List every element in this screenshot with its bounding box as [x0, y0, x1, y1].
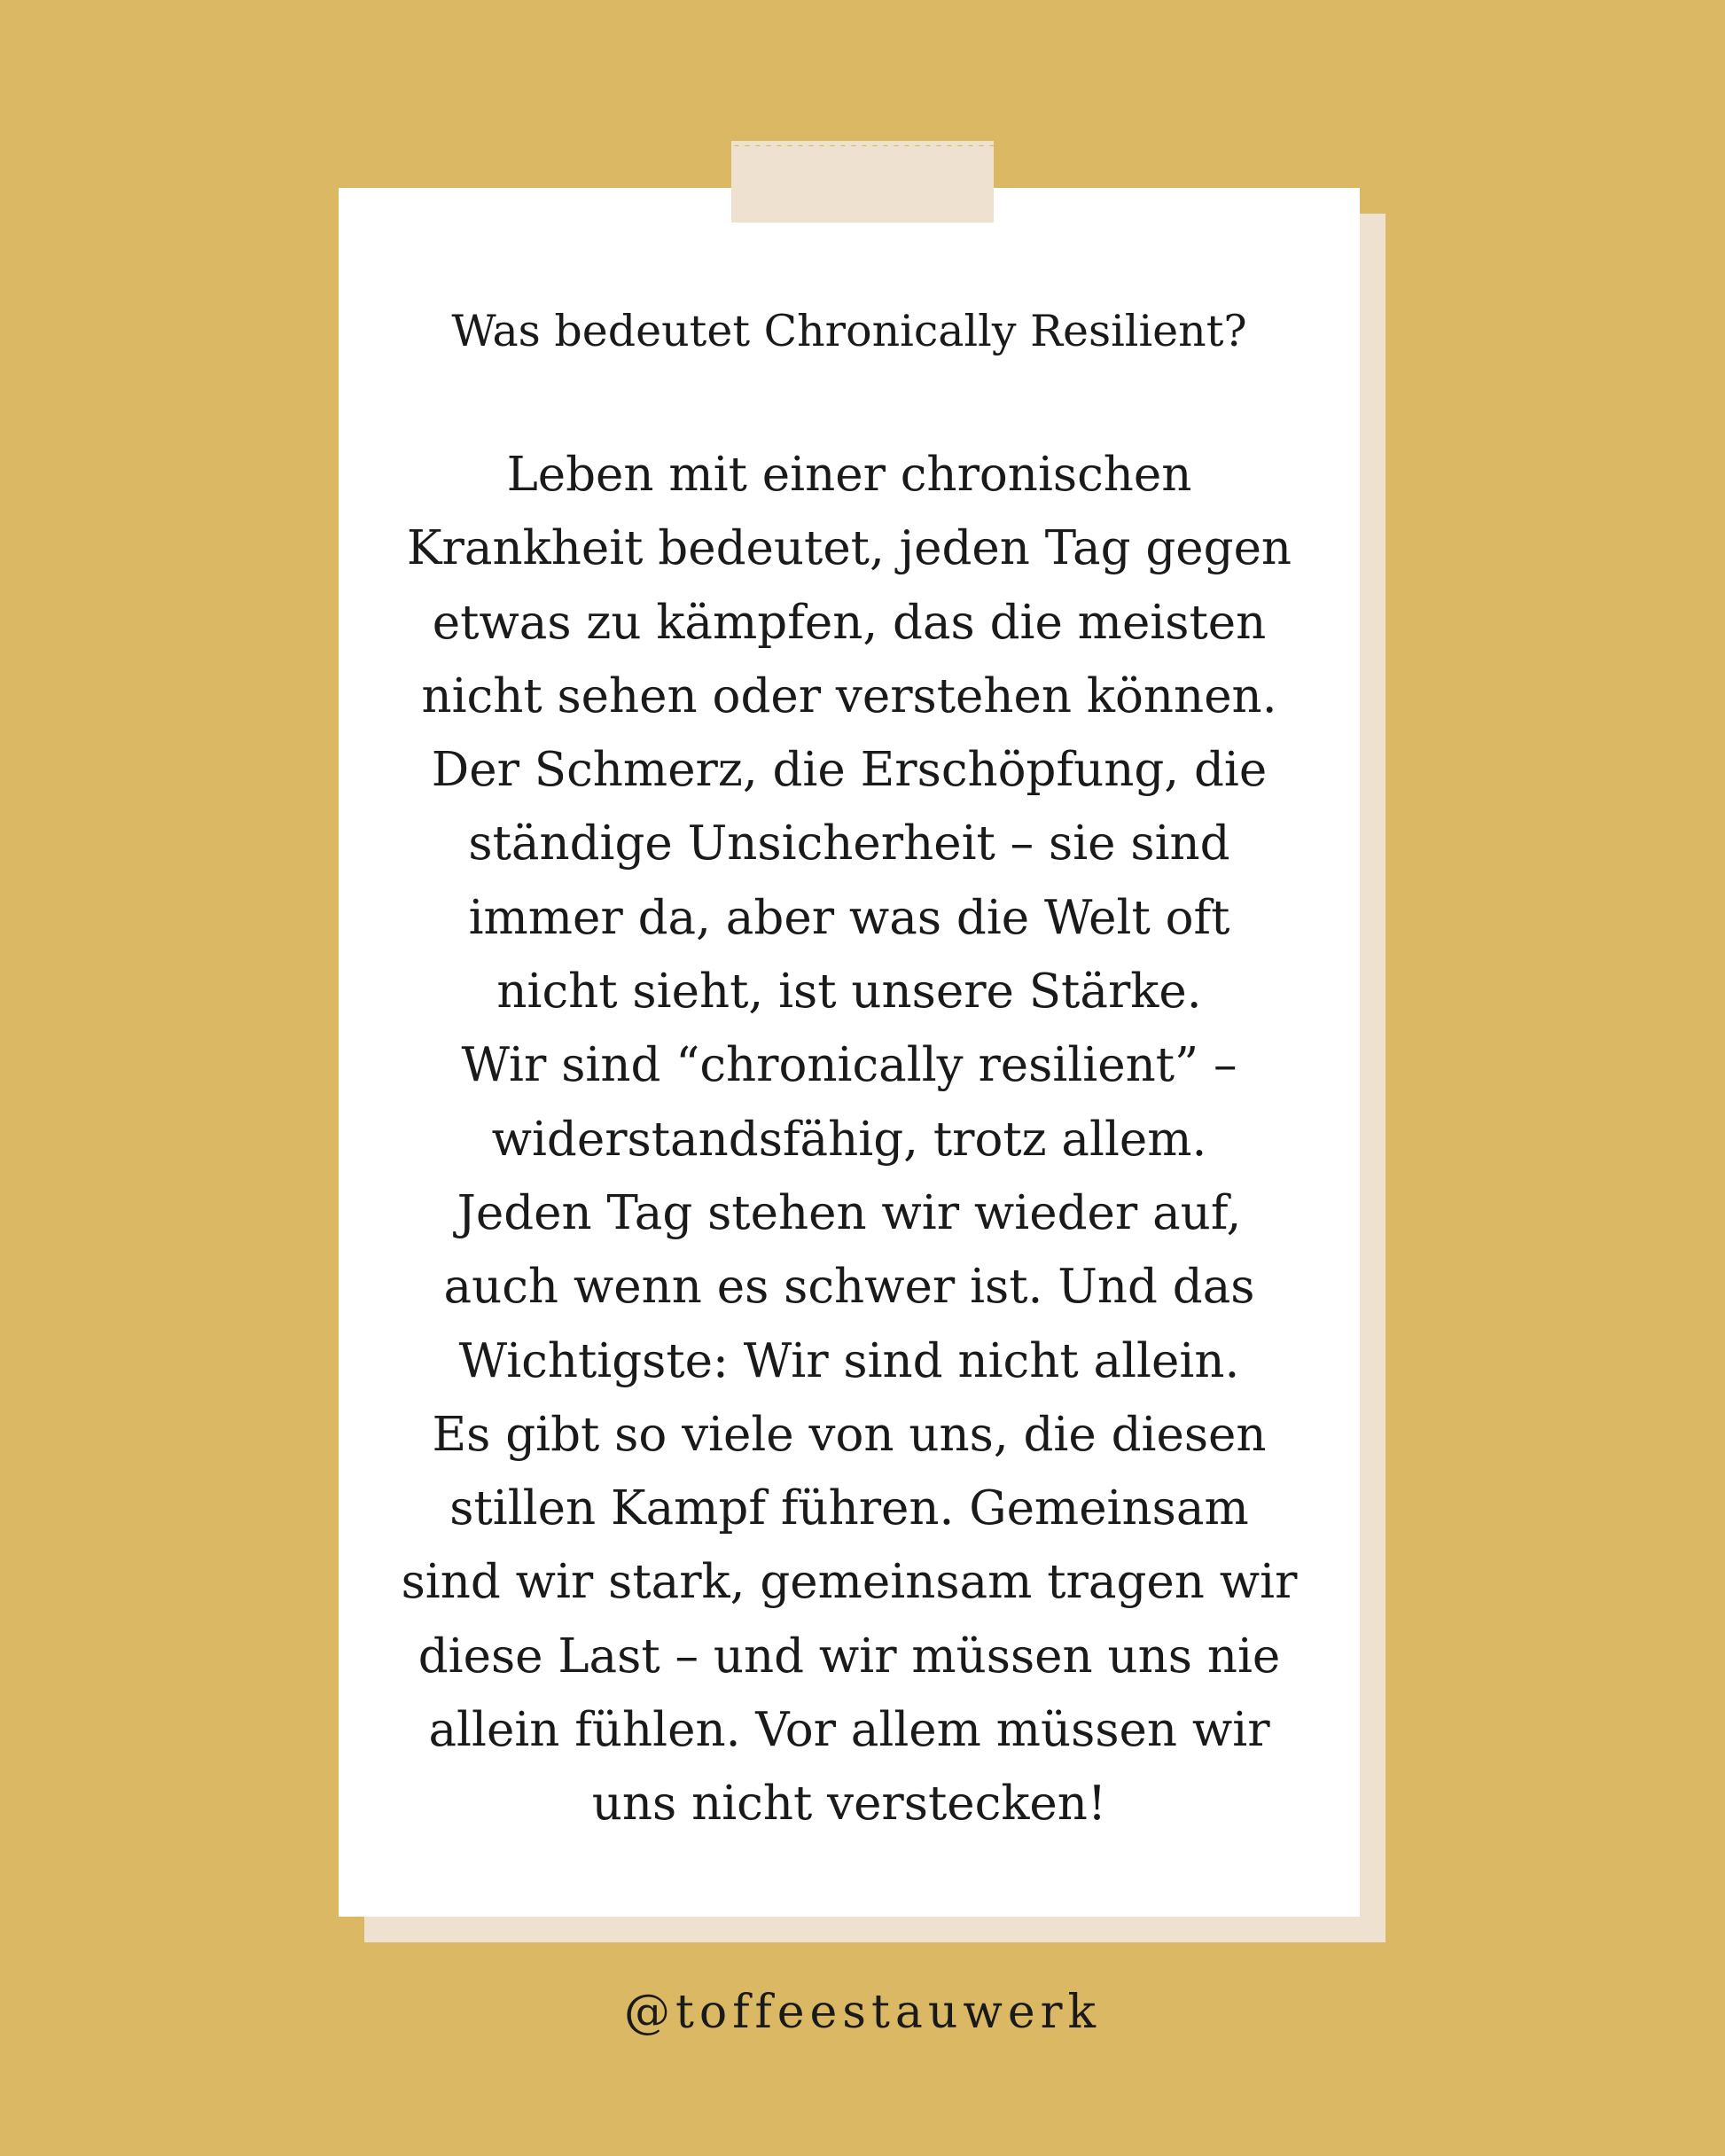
body-line: ständige Unsicherheit – sie sind — [468, 816, 1230, 871]
body-line: auch wenn es schwer ist. Und das — [443, 1260, 1255, 1315]
social-handle: @toffeestauwerk — [624, 1986, 1101, 2039]
note-body — [374, 438, 1324, 1841]
note-content — [339, 188, 1360, 1917]
body-line: immer da, aber was die Welt oft — [468, 890, 1230, 945]
body-line: etwas zu kämpfen, das die meisten — [432, 595, 1267, 650]
note-title: Was bedeutet Chronically Resilient? — [451, 306, 1247, 356]
title-spacer — [374, 369, 1324, 438]
body-line: Wir sind “chronically resilient” – — [461, 1038, 1237, 1093]
body-line: Jeden Tag stehen wir wieder auf, — [457, 1185, 1242, 1240]
body-line: uns nicht verstecken! — [591, 1777, 1107, 1832]
body-line: Leben mit einer chronischen — [506, 448, 1192, 502]
body-line: diese Last – und wir müssen uns nie — [418, 1629, 1281, 1683]
body-line: Wichtigste: Wir sind nicht allein. — [458, 1333, 1240, 1388]
body-line: sind wir stark, gemeinsam tragen wir — [401, 1555, 1298, 1610]
body-line: nicht sieht, ist unsere Stärke. — [496, 965, 1202, 1019]
body-line: allein fühlen. Vor allem müssen wir — [428, 1703, 1270, 1758]
body-line: Es gibt so viele von uns, die diesen — [432, 1407, 1267, 1462]
body-line: widerstandsfähig, trotz allem. — [491, 1112, 1207, 1167]
body-line: Krankheit bedeutet, jeden Tag gegen — [406, 521, 1292, 576]
body-line: nicht sehen oder verstehen können. — [421, 668, 1277, 723]
body-line: stillen Kampf führen. Gemeinsam — [449, 1481, 1249, 1536]
body-line: Der Schmerz, die Erschöpfung, die — [431, 743, 1268, 798]
